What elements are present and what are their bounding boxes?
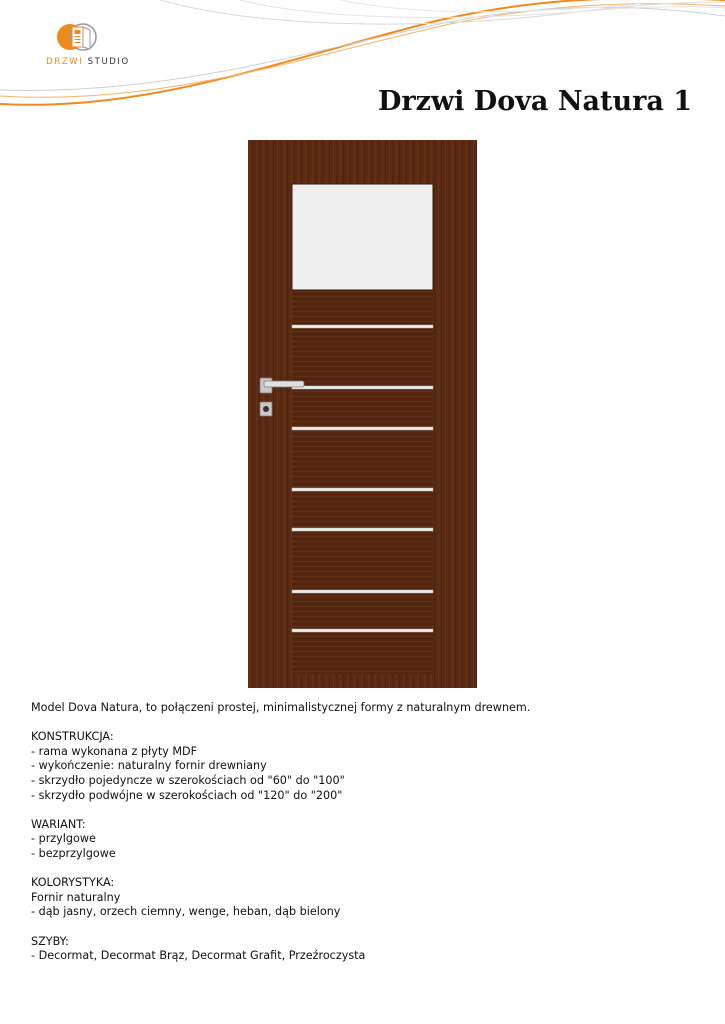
product-description: [31, 701, 691, 978]
page-title: Drzwi Dova Natura 1: [377, 86, 692, 117]
list-item: - rama wykonana z płyty MDF: [31, 744, 198, 758]
section-konstrukcja: [31, 730, 691, 803]
list-item: - bezprzylgowe: [31, 846, 116, 860]
section-szyby: [31, 935, 691, 964]
list-item: - wykończenie: naturalny fornir drewniany: [31, 759, 267, 773]
list-item: - przylgowe: [31, 832, 96, 846]
door-logo-icon: [56, 20, 104, 54]
list-item: - dąb jasny, orzech ciemny, wenge, heban, dąb bielony: [31, 905, 341, 919]
list-item: Fornir naturalny: [31, 890, 121, 904]
brand-name-part2: STUDIO: [87, 57, 130, 67]
keyhole-icon: [260, 402, 272, 416]
section-heading: KOLORYSTYKA:: [31, 876, 115, 890]
brand-name-part1: DRZWI: [46, 57, 84, 67]
list-item: - skrzydło podwójne w szerokościach od "120" do "200": [31, 788, 343, 802]
section-kolorystyka: [31, 876, 691, 920]
door-glass: [292, 184, 433, 290]
brand-logo[interactable]: [38, 20, 138, 70]
intro-text: Model Dova Natura, to połączeni prostej, minimalistycznej formy z naturalnym drewnem.: [31, 701, 531, 714]
section-heading: KONSTRUKCJA:: [31, 730, 114, 744]
section-heading: SZYBY:: [31, 934, 69, 948]
list-item: - skrzydło pojedyncze w szerokościach od "60" do "100": [31, 773, 345, 787]
brand-name: [38, 57, 138, 67]
list-item: - Decormat, Decormat Brąz, Decormat Grafit, Przeźroczysta: [31, 949, 366, 963]
section-heading: WARIANT:: [31, 817, 86, 831]
section-wariant: [31, 818, 691, 862]
door-image: [248, 140, 477, 688]
